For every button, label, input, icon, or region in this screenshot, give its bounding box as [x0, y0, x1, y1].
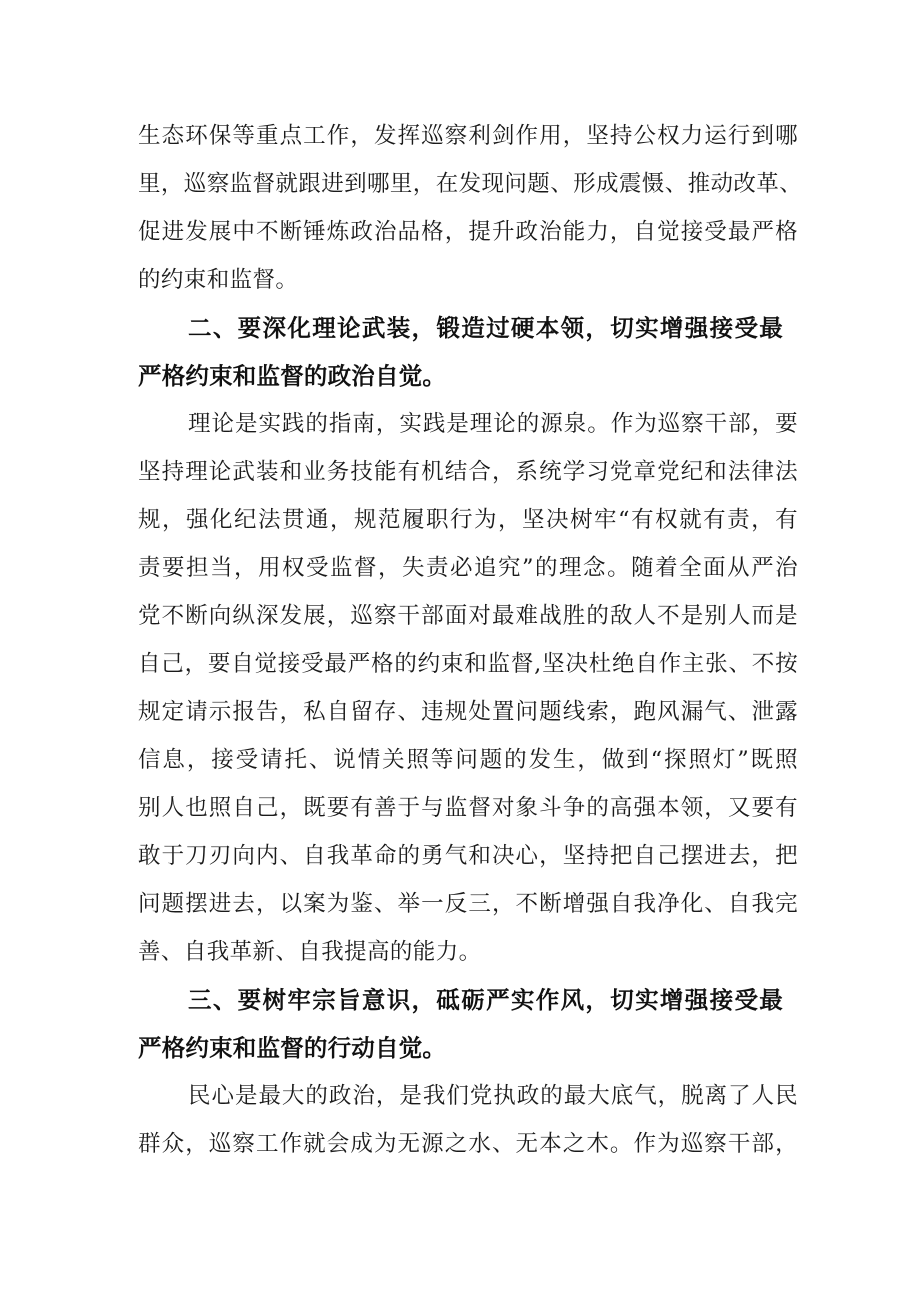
text-line: 促进发展中不断锤炼政治品格，提升政治能力，自觉接受最严格: [138, 219, 798, 245]
text-line: 信息，接受请托、说情关照等问题的发生，做到“探照灯”既照: [138, 747, 798, 773]
text-line: 民心是最大的政治，是我们党执政的最大底气，脱离了人民: [188, 1083, 798, 1109]
text-line: 自己，要自觉接受最严格的约束和监督,坚决杜绝自作主张、不按: [138, 651, 798, 677]
section-heading-2: 二、要深化理论武装，锻造过硬本领，切实增强接受最: [188, 314, 783, 342]
text-line: 规定请示报告，私自留存、违规处置问题线索，跑风漏气、泄露: [138, 699, 798, 725]
section-heading-2-cont: 严格约束和监督的政治自觉。: [138, 362, 447, 390]
text-line: 敢于刀刃向内、自我革命的勇气和决心，坚持把自己摆进去，把: [138, 843, 798, 869]
text-line: 规，强化纪法贯通，规范履职行为，坚决树牢“有权就有责，有: [138, 507, 798, 533]
text-line: 的约束和监督。: [138, 267, 299, 293]
text-line: 问题摆进去，以案为鉴、举一反三，不断增强自我净化、自我完: [138, 891, 798, 917]
section-heading-3-cont: 严格约束和监督的行动自觉。: [138, 1034, 447, 1062]
text-line: 理论是实践的指南，实践是理论的源泉。作为巡察干部，要: [188, 411, 798, 437]
section-heading-3: 三、要树牢宗旨意识，砥砺严实作风，切实增强接受最: [188, 986, 783, 1014]
text-line: 生态环保等重点工作，发挥巡察利剑作用，坚持公权力运行到哪: [138, 123, 798, 149]
text-line: 群众，巡察工作就会成为无源之水、无本之木。作为巡察干部，: [138, 1131, 798, 1157]
text-line: 善、自我革新、自我提高的能力。: [138, 939, 482, 965]
text-line: 党不断向纵深发展，巡察干部面对最难战胜的敌人不是别人而是: [138, 603, 798, 629]
text-line: 责要担当，用权受监督，失责必追究”的理念。随着全面从严治: [138, 555, 798, 581]
text-line: 别人也照自己，既要有善于与监督对象斗争的高强本领，又要有: [138, 795, 798, 821]
text-line: 里，巡察监督就跟进到哪里，在发现问题、形成震慑、推动改革、: [138, 171, 803, 197]
text-line: 坚持理论武装和业务技能有机结合，系统学习党章党纪和法律法: [138, 459, 798, 485]
